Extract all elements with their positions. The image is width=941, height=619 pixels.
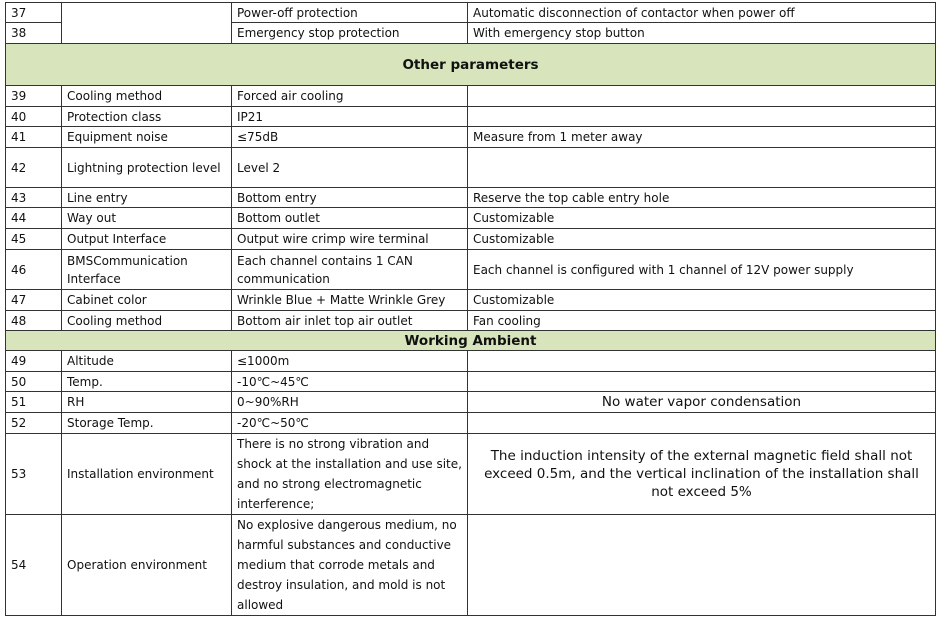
parameter-note: Measure from 1 meter away: [468, 127, 936, 148]
parameter-value: Level 2: [232, 148, 468, 188]
parameter-value: Each channel contains 1 CAN communication: [232, 250, 468, 290]
table-row: [6, 86, 936, 107]
parameter-note: Customizable: [468, 229, 936, 250]
row-number: 54: [6, 515, 62, 616]
parameter-value: -20℃~50℃: [232, 413, 468, 434]
row-number: 52: [6, 413, 62, 434]
parameter-value: IP21: [232, 107, 468, 127]
parameter-note: Fan cooling: [468, 311, 936, 331]
parameter-name: RH: [62, 392, 232, 413]
row-number: 46: [6, 250, 62, 290]
parameter-note: [468, 148, 936, 188]
parameter-value: -10℃~45℃: [232, 372, 468, 392]
table-row: [6, 311, 936, 331]
parameter-note: Automatic disconnection of contactor when power off: [468, 3, 936, 23]
parameter-value: Wrinkle Blue + Matte Wrinkle Grey: [232, 290, 468, 311]
parameter-value: Forced air cooling: [232, 86, 468, 107]
parameter-name: Line entry: [62, 188, 232, 208]
table-row: [6, 107, 936, 127]
parameter-note: Each channel is configured with 1 channel of 12V power supply: [468, 250, 936, 290]
parameter-name: Operation environment: [62, 515, 232, 616]
table-row: [6, 413, 936, 434]
parameter-note: No water vapor condensation: [468, 392, 936, 413]
parameter-note: Customizable: [468, 290, 936, 311]
row-number: 41: [6, 127, 62, 148]
parameter-value: Bottom entry: [232, 188, 468, 208]
table-row: [6, 392, 936, 413]
parameter-name: Output Interface: [62, 229, 232, 250]
table-row: [6, 372, 936, 392]
table-row: [6, 148, 936, 188]
row-number: 48: [6, 311, 62, 331]
parameter-name: Installation environment: [62, 434, 232, 515]
section-header-row: [6, 44, 936, 86]
table-row: [6, 127, 936, 148]
parameter-name: Protection class: [62, 107, 232, 127]
parameter-name: Equipment noise: [62, 127, 232, 148]
parameter-value: Bottom outlet: [232, 208, 468, 229]
parameter-name: Way out: [62, 208, 232, 229]
row-number: 47: [6, 290, 62, 311]
parameter-note: With emergency stop button: [468, 23, 936, 44]
row-number: 39: [6, 86, 62, 107]
parameter-name: Temp.: [62, 372, 232, 392]
parameter-name: Cooling method: [62, 86, 232, 107]
parameter-name: Altitude: [62, 351, 232, 372]
parameter-value: 0~90%RH: [232, 392, 468, 413]
row-number: 49: [6, 351, 62, 372]
row-number: 38: [6, 23, 62, 44]
parameter-note: Customizable: [468, 208, 936, 229]
parameter-name: Lightning protection level: [62, 148, 232, 188]
parameter-note: The induction intensity of the external magnetic field shall not exceed 0.5m, and the vertical inclination of the installation shall not exceed 5%: [468, 434, 936, 515]
parameter-note: Reserve the top cable entry hole: [468, 188, 936, 208]
table-row: [6, 290, 936, 311]
table-row: [6, 188, 936, 208]
parameter-note: [468, 515, 936, 616]
row-number: 53: [6, 434, 62, 515]
parameter-name: Storage Temp.: [62, 413, 232, 434]
parameter-value: Bottom air inlet top air outlet: [232, 311, 468, 331]
parameter-note: [468, 372, 936, 392]
table-row: [6, 208, 936, 229]
row-number: 40: [6, 107, 62, 127]
parameter-note: [468, 107, 936, 127]
section-header-row: [6, 331, 936, 351]
parameter-value: ≤1000m: [232, 351, 468, 372]
parameter-value: Power-off protection: [232, 3, 468, 23]
row-number: 50: [6, 372, 62, 392]
parameter-note: [468, 86, 936, 107]
row-number: 51: [6, 392, 62, 413]
parameter-value: There is no strong vibration and shock at the installation and use site, and no strong electromagnetic interference;: [232, 434, 468, 515]
specification-table: [5, 2, 936, 616]
row-number: 45: [6, 229, 62, 250]
parameter-value: ≤75dB: [232, 127, 468, 148]
table-row: [6, 3, 936, 23]
parameter-name: BMSCommunication Interface: [62, 250, 232, 290]
section-title-other-parameters: Other parameters: [6, 44, 936, 86]
row-number: 42: [6, 148, 62, 188]
parameter-name: Cooling method: [62, 311, 232, 331]
table-row: [6, 229, 936, 250]
section-title-working-ambient: Working Ambient: [6, 331, 936, 351]
parameter-name: [62, 3, 232, 44]
row-number: 44: [6, 208, 62, 229]
parameter-note: [468, 351, 936, 372]
row-number: 37: [6, 3, 62, 23]
table-row: [6, 250, 936, 290]
parameter-note: [468, 413, 936, 434]
parameter-value: Emergency stop protection: [232, 23, 468, 44]
parameter-value: Output wire crimp wire terminal: [232, 229, 468, 250]
table-row: [6, 515, 936, 616]
row-number: 43: [6, 188, 62, 208]
parameter-value: No explosive dangerous medium, no harmful substances and conductive medium that corrode metals and destroy insulation, and mold is not allowed: [232, 515, 468, 616]
table-row: [6, 434, 936, 515]
table-row: [6, 351, 936, 372]
parameter-name: Cabinet color: [62, 290, 232, 311]
